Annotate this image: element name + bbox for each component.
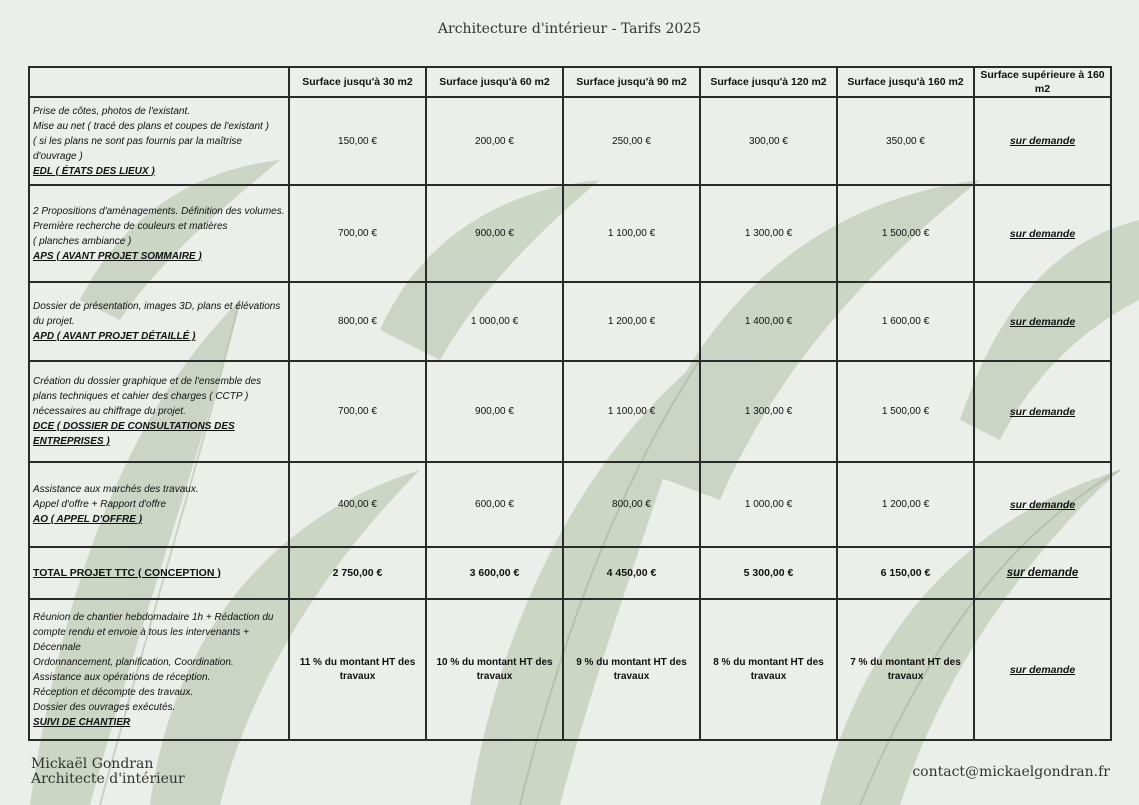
table-header-row	[29, 67, 1111, 97]
price-cell: 900,00 €	[426, 361, 563, 462]
percentage-cell: 9 % du montant HT des travaux	[563, 599, 700, 740]
table-row-suivi-chantier	[29, 599, 1111, 740]
description-line: Appel d'offre + Rapport d'offre	[33, 499, 167, 510]
row-description	[29, 361, 289, 462]
table-row-aps	[29, 185, 1111, 282]
price-cell: 1 500,00 €	[837, 361, 974, 462]
price-cell: 1 100,00 €	[563, 185, 700, 282]
phase-label: APS ( AVANT PROJET SOMMAIRE )	[33, 250, 202, 262]
price-cell: 700,00 €	[289, 361, 426, 462]
on-demand-cell: sur demande	[974, 185, 1111, 282]
on-demand-cell: sur demande	[974, 599, 1111, 740]
document-title: Architecture d'intérieur - Tarifs 2025	[437, 21, 702, 37]
table-row-edl	[29, 97, 1111, 185]
description-line: ( si les plans ne sont pas fournis par la maîtrise d'ouvrage )	[33, 135, 242, 162]
table-row-total	[29, 547, 1111, 599]
table-row-apd	[29, 282, 1111, 361]
footer-contact-email[interactable]: contact@mickaelgondran.fr	[912, 764, 1110, 780]
header-surface-60: Surface jusqu'à 60 m2	[426, 67, 563, 97]
on-demand-cell: sur demande	[974, 547, 1111, 599]
table-row-ao	[29, 462, 1111, 547]
description-line: Mise au net ( tracé des plans et coupes de l'existant )	[33, 120, 269, 132]
on-demand-cell: sur demande	[974, 462, 1111, 547]
table-row-dce	[29, 361, 1111, 462]
price-cell: 1 400,00 €	[700, 282, 837, 361]
footer-name: Mickaël Gondran	[31, 756, 154, 772]
price-cell: 350,00 €	[837, 97, 974, 185]
total-price-cell: 6 150,00 €	[837, 547, 974, 599]
row-description	[29, 599, 289, 740]
header-surface-90: Surface jusqu'à 90 m2	[563, 67, 700, 97]
description-line: Première recherche de couleurs et matières	[33, 220, 228, 232]
price-cell: 1 300,00 €	[700, 185, 837, 282]
phase-label: DCE ( DOSSIER DE CONSULTATIONS DES ENTREPRISES )	[33, 421, 235, 447]
description-line: Dossier des ouvrages exécutés.	[33, 701, 176, 713]
on-demand-cell: sur demande	[974, 97, 1111, 185]
header-surface-120: Surface jusqu'à 120 m2	[700, 67, 837, 97]
price-cell: 1 100,00 €	[563, 361, 700, 462]
description-line: 2 Propositions d'aménagements. Définition des volumes.	[33, 205, 285, 217]
phase-label: AO ( APPEL D'OFFRE )	[33, 514, 143, 525]
on-demand-cell: sur demande	[974, 282, 1111, 361]
price-cell: 1 000,00 €	[700, 462, 837, 547]
price-cell: 200,00 €	[426, 97, 563, 185]
row-description	[29, 185, 289, 282]
row-description	[29, 97, 289, 185]
phase-label: SUIVI DE CHANTIER	[33, 716, 131, 728]
price-cell: 800,00 €	[289, 282, 426, 361]
percentage-cell: 7 % du montant HT des travaux	[837, 599, 974, 740]
phase-label: EDL ( ÉTATS DES LIEUX )	[33, 165, 155, 177]
price-cell: 250,00 €	[563, 97, 700, 185]
description-line: Prise de côtes, photos de l'existant.	[33, 105, 190, 117]
percentage-cell: 11 % du montant HT des travaux	[289, 599, 426, 740]
description-line: Assistance aux marchés des travaux.	[33, 484, 199, 495]
price-cell: 150,00 €	[289, 97, 426, 185]
description-line: ( planches ambiance )	[33, 235, 132, 247]
header-surface-above-160: Surface supérieure à 160 m2	[974, 67, 1111, 97]
description-line: Réunion de chantier hebdomadaire 1h + Rédaction du compte rendu et envoie à tous les intervenants + Décennale	[33, 611, 274, 653]
header-empty-cell	[29, 67, 289, 97]
total-label: TOTAL PROJET TTC ( CONCEPTION )	[29, 547, 289, 599]
price-cell: 1 200,00 €	[837, 462, 974, 547]
total-price-cell: 5 300,00 €	[700, 547, 837, 599]
footer-role: Architecte d'intérieur	[31, 771, 185, 787]
price-cell: 1 000,00 €	[426, 282, 563, 361]
price-cell: 800,00 €	[563, 462, 700, 547]
total-price-cell: 3 600,00 €	[426, 547, 563, 599]
total-price-cell: 2 750,00 €	[289, 547, 426, 599]
price-cell: 600,00 €	[426, 462, 563, 547]
description-line: Dossier de présentation, images 3D, plans et élévations du projet.	[33, 301, 281, 327]
total-price-cell: 4 450,00 €	[563, 547, 700, 599]
on-demand-cell: sur demande	[974, 361, 1111, 462]
phase-label: APD ( AVANT PROJET DÉTAILLÉ )	[33, 331, 196, 342]
header-surface-160: Surface jusqu'à 160 m2	[837, 67, 974, 97]
price-cell: 300,00 €	[700, 97, 837, 185]
description-line: Ordonnancement, planification, Coordination.	[33, 656, 234, 668]
price-cell: 400,00 €	[289, 462, 426, 547]
price-cell: 1 300,00 €	[700, 361, 837, 462]
pricing-table	[28, 66, 1112, 741]
price-cell: 900,00 €	[426, 185, 563, 282]
price-cell: 1 200,00 €	[563, 282, 700, 361]
description-line: Création du dossier graphique et de l'ensemble des plans techniques et cahier des charges ( CCTP ) nécessaires au chiffrage du projet.	[33, 376, 262, 417]
row-description	[29, 282, 289, 361]
price-cell: 700,00 €	[289, 185, 426, 282]
price-cell: 1 600,00 €	[837, 282, 974, 361]
percentage-cell: 10 % du montant HT des travaux	[426, 599, 563, 740]
description-line: Réception et décompte des travaux.	[33, 686, 194, 698]
footer-signature	[31, 757, 185, 787]
description-line: Assistance aux opérations de réception.	[33, 671, 211, 683]
percentage-cell: 8 % du montant HT des travaux	[700, 599, 837, 740]
header-surface-30: Surface jusqu'à 30 m2	[289, 67, 426, 97]
price-cell: 1 500,00 €	[837, 185, 974, 282]
row-description	[29, 462, 289, 547]
